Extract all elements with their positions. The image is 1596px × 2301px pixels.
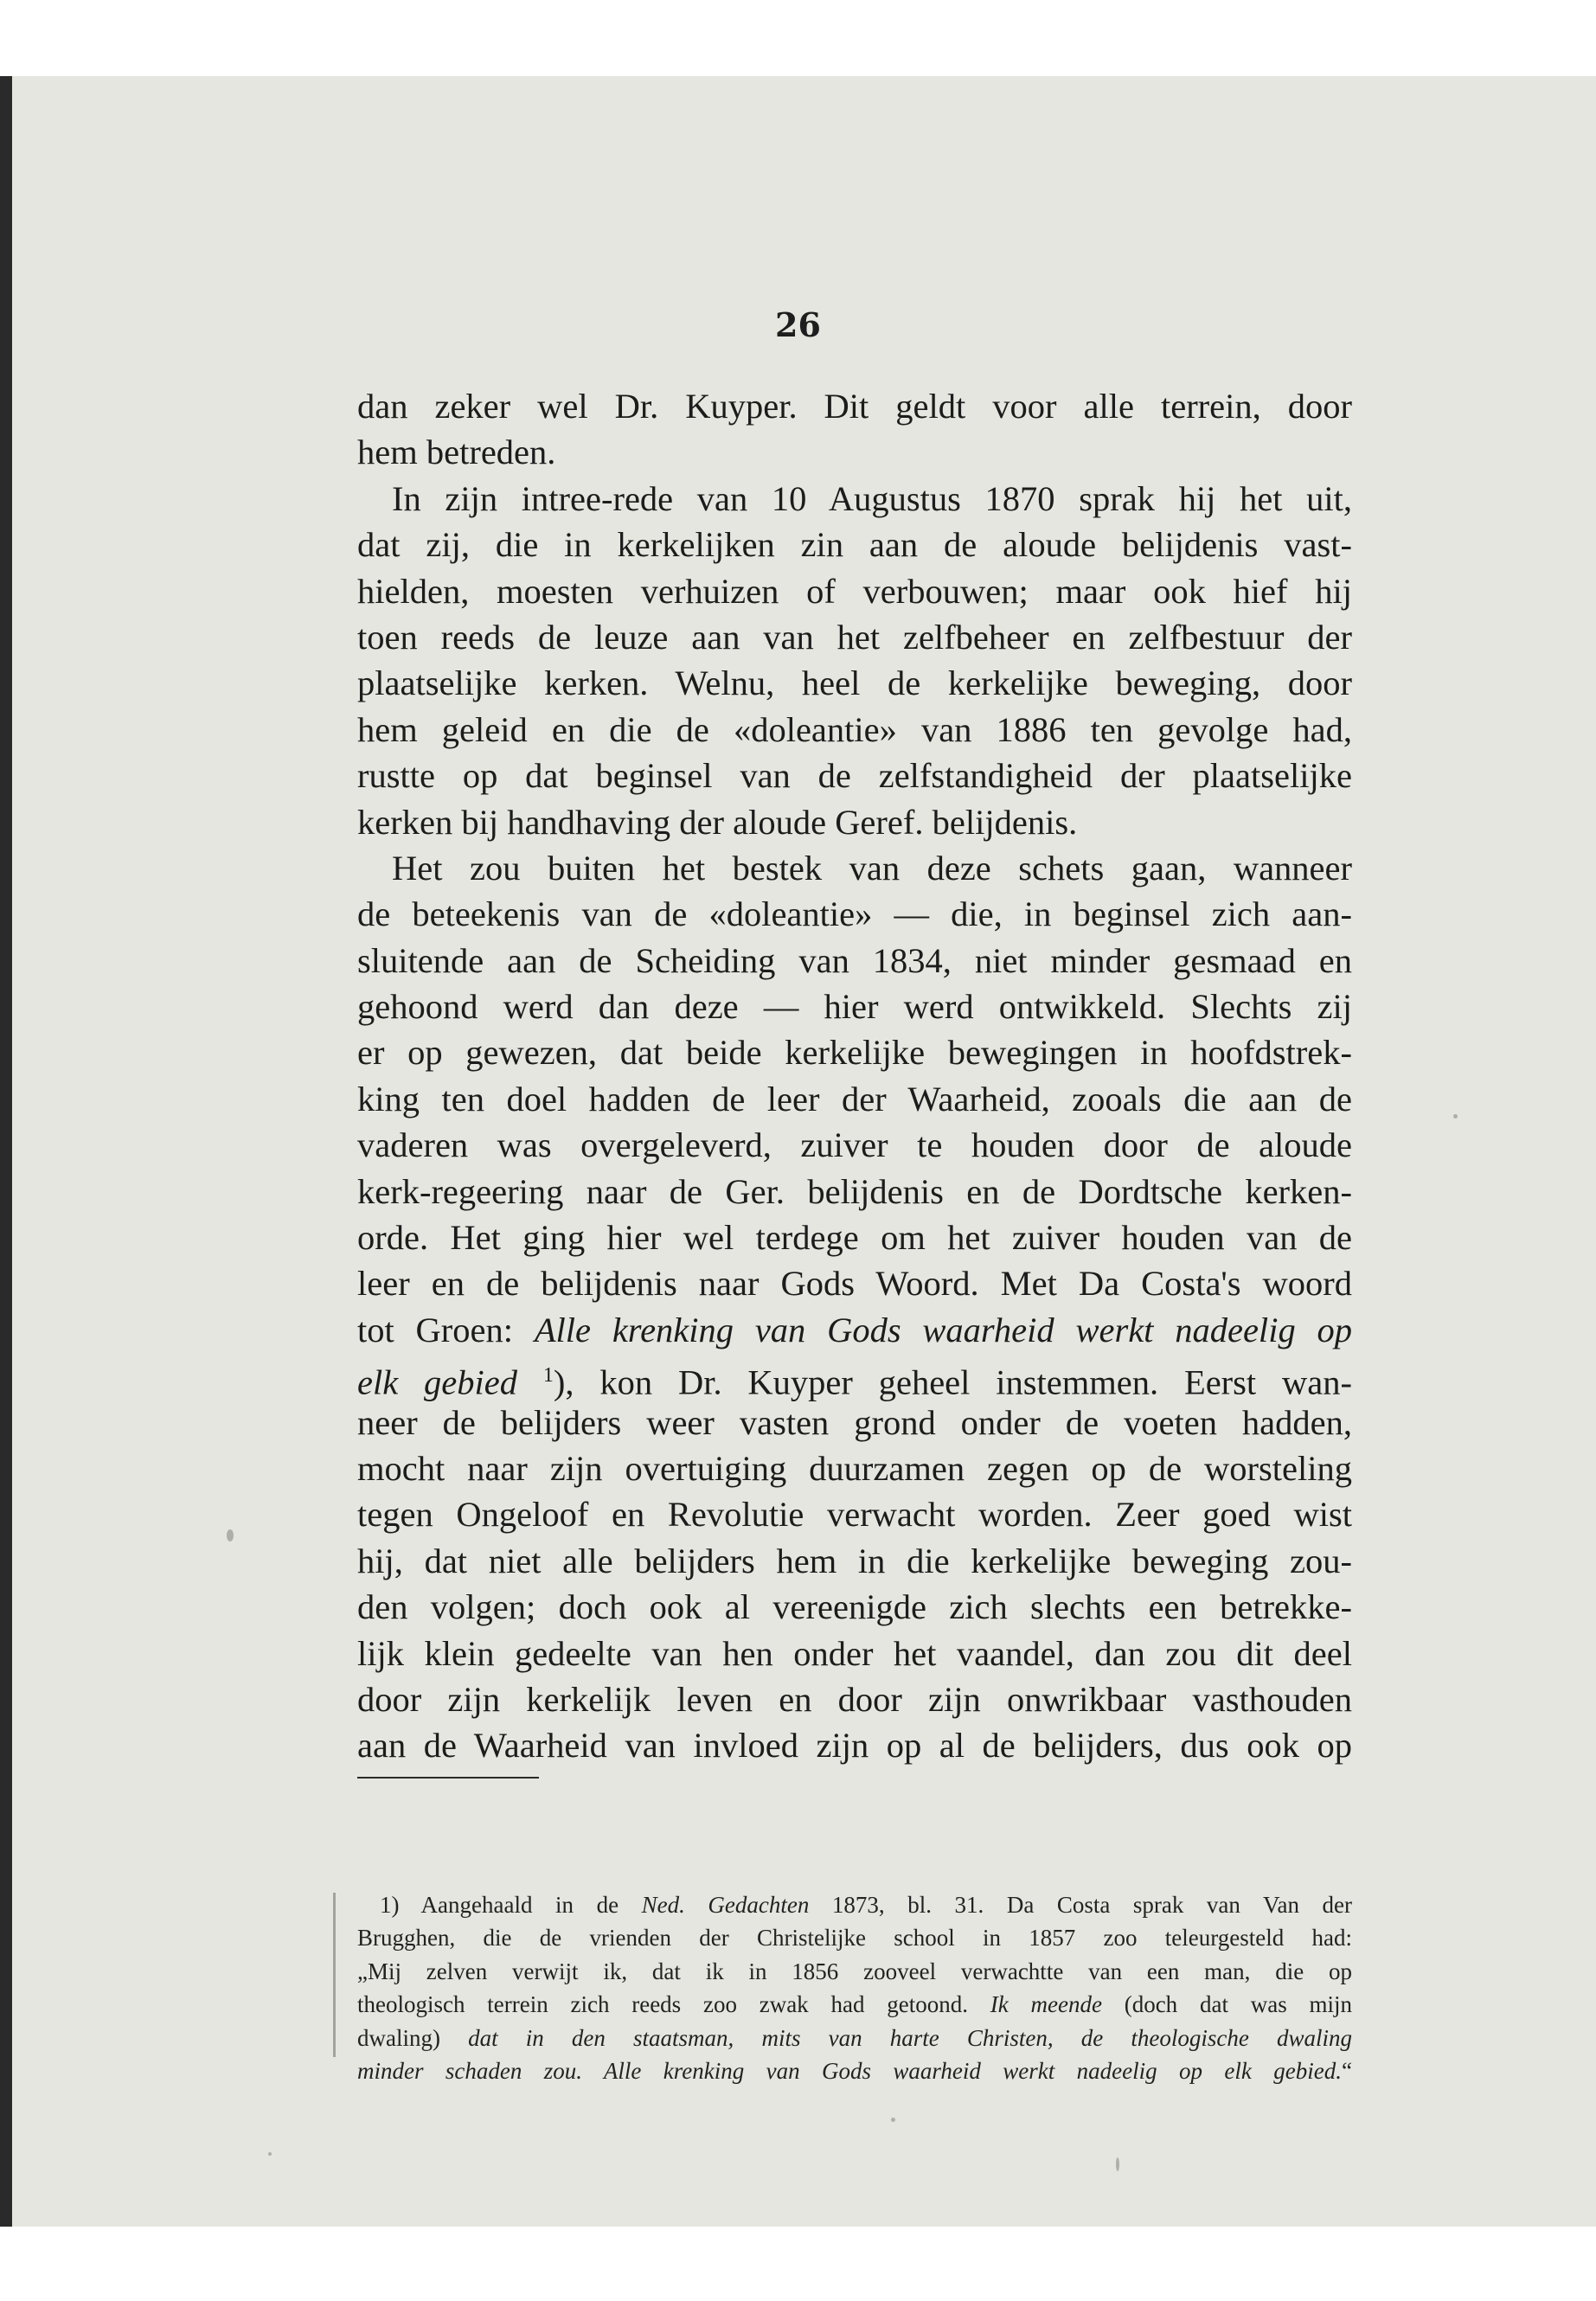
body-line: aan de Waarheid van invloed zijn op al de belijders, dus ook op <box>357 1726 1352 1766</box>
footnote-line: Brugghen, die de vrienden der Christelijke school in 1857 zoo teleurgesteld had: <box>357 1925 1352 1952</box>
body-line: dat zij, die in kerkelijken zin aan de aloude belijdenis vast- <box>357 525 1352 565</box>
body-line-with-quote <box>357 1307 1352 1353</box>
quote-italic-end: elk gebied <box>357 1362 518 1402</box>
footnote-line <box>357 1888 1352 1921</box>
body-line: rustte op dat beginsel van de zelfstandigheid der plaatselijke <box>357 756 1352 796</box>
margin-mark <box>333 1893 336 2057</box>
body-line: mocht naar zijn overtuiging duurzamen zegen op de worsteling <box>357 1448 1352 1488</box>
body-line: de beteekenis van de «doleantie» — die, in beginsel zich aan- <box>357 894 1352 934</box>
footnote-italic: Ik meende <box>990 1991 1102 2018</box>
footnote-italic: dat in den staatsman, mits van harte Christen, de theologische dwaling <box>468 2024 1352 2051</box>
body-line: hielden, moesten verhuizen of verbouwen; maar ook hief hij <box>357 571 1352 611</box>
footnote <box>357 1888 1352 2087</box>
body-line: hem betreden. <box>357 433 556 472</box>
paper-speck <box>1453 1114 1458 1118</box>
page-number: 26 <box>775 305 821 344</box>
footnote-line <box>357 2022 1352 2054</box>
footnote-text: theologisch terrein zich reeds zoo zwak had getoond. <box>357 1991 990 2018</box>
binding-edge <box>0 76 12 2227</box>
body-line: er op gewezen, dat beide kerkelijke bewegingen in hoofdstrek- <box>357 1033 1352 1073</box>
body-line: hem geleid en die de «doleantie» van 1886 ten gevolge had, <box>357 709 1352 749</box>
body-line: king ten doel hadden de leer der Waarheid, zooals die aan de <box>357 1079 1352 1118</box>
footnote-text: (doch dat was mijn <box>1101 1991 1352 2018</box>
footnote-line <box>357 1988 1352 2021</box>
paper-speck <box>1116 2157 1119 2171</box>
body-line: In zijn intree-rede van 10 Augustus 1870 sprak hij het uit, <box>392 478 1352 518</box>
footnote-divider <box>357 1777 539 1779</box>
body-line: door zijn kerkelijk leven en door zijn onwrikbaar vasthouden <box>357 1679 1352 1719</box>
body-text <box>357 383 1352 1769</box>
footnote-italic: minder schaden zou. Alle krenking van Gods waarheid werkt nadeelig op elk gebied. <box>357 2057 1343 2084</box>
body-line: hij, dat niet alle belijders hem in die kerkelijke beweging zou- <box>357 1541 1352 1580</box>
body-line: dan zeker wel Dr. Kuyper. Dit geldt voor alle terrein, door <box>357 387 1352 426</box>
scanned-page <box>0 76 1596 2227</box>
footnote-closing-quote: “ <box>1342 2057 1352 2084</box>
body-line: neer de belijders weer vasten grond onder de voeten hadden, <box>357 1402 1352 1442</box>
footnote-source-title: Ned. Gedachten <box>641 1892 810 1918</box>
footnote-text: 1873, bl. 31. Da Costa sprak van Van der <box>809 1892 1352 1918</box>
body-line: orde. Het ging hier wel terdege om het zuiver houden van de <box>357 1218 1352 1258</box>
quote-italic: Alle krenking van Gods waarheid werkt nadeelig op <box>534 1310 1352 1349</box>
body-line: kerk-regeering naar de Ger. belijdenis en de Dordtsche kerken- <box>357 1171 1352 1211</box>
footnote-line: „Mij zelven verwijt ik, dat ik in 1856 zooveel verwachtte van een man, die op <box>357 1958 1352 1984</box>
body-line: toen reeds de leuze aan van het zelfbeheer en zelfbestuur der <box>357 617 1352 657</box>
paper-speck <box>227 1529 234 1541</box>
body-line: vaderen was overgeleverd, zuiver te houden door de aloude <box>357 1125 1352 1165</box>
body-line-with-footnote-ref <box>357 1353 1352 1402</box>
body-line: leer en de belijdenis naar Gods Woord. Met Da Costa's woord <box>357 1264 1352 1304</box>
footnote-text: 1) Aangehaald in de <box>380 1892 642 1918</box>
footnote-text: dwaling) <box>357 2024 469 2051</box>
quote-lead-in: tot Groen: <box>357 1310 535 1349</box>
footnote-line <box>357 2054 1352 2087</box>
body-line: tegen Ongeloof en Revolutie verwacht worden. Zeer goed wist <box>357 1495 1352 1535</box>
body-line: Het zou buiten het bestek van deze schets gaan, wanneer <box>392 848 1352 888</box>
paper-speck <box>268 2152 272 2156</box>
body-line: sluitende aan de Scheiding van 1834, niet minder gesmaad en <box>357 940 1352 980</box>
body-line: gehoond werd dan deze — hier werd ontwikkeld. Slechts zij <box>357 987 1352 1027</box>
footnote-reference: 1 <box>542 1364 554 1388</box>
body-line: den volgen; doch ook al vereenigde zich slechts een betrekke- <box>357 1587 1352 1627</box>
quote-continuation: ), kon Dr. Kuyper geheel instemmen. Eerst wan- <box>553 1362 1352 1402</box>
body-line: plaatselijke kerken. Welnu, heel de kerkelijke beweging, door <box>357 663 1352 703</box>
paper-speck <box>891 2118 895 2122</box>
body-line: lijk klein gedeelte van hen onder het vaandel, dan zou dit deel <box>357 1633 1352 1673</box>
body-line: kerken bij handhaving der aloude Geref. belijdenis. <box>357 802 1078 842</box>
